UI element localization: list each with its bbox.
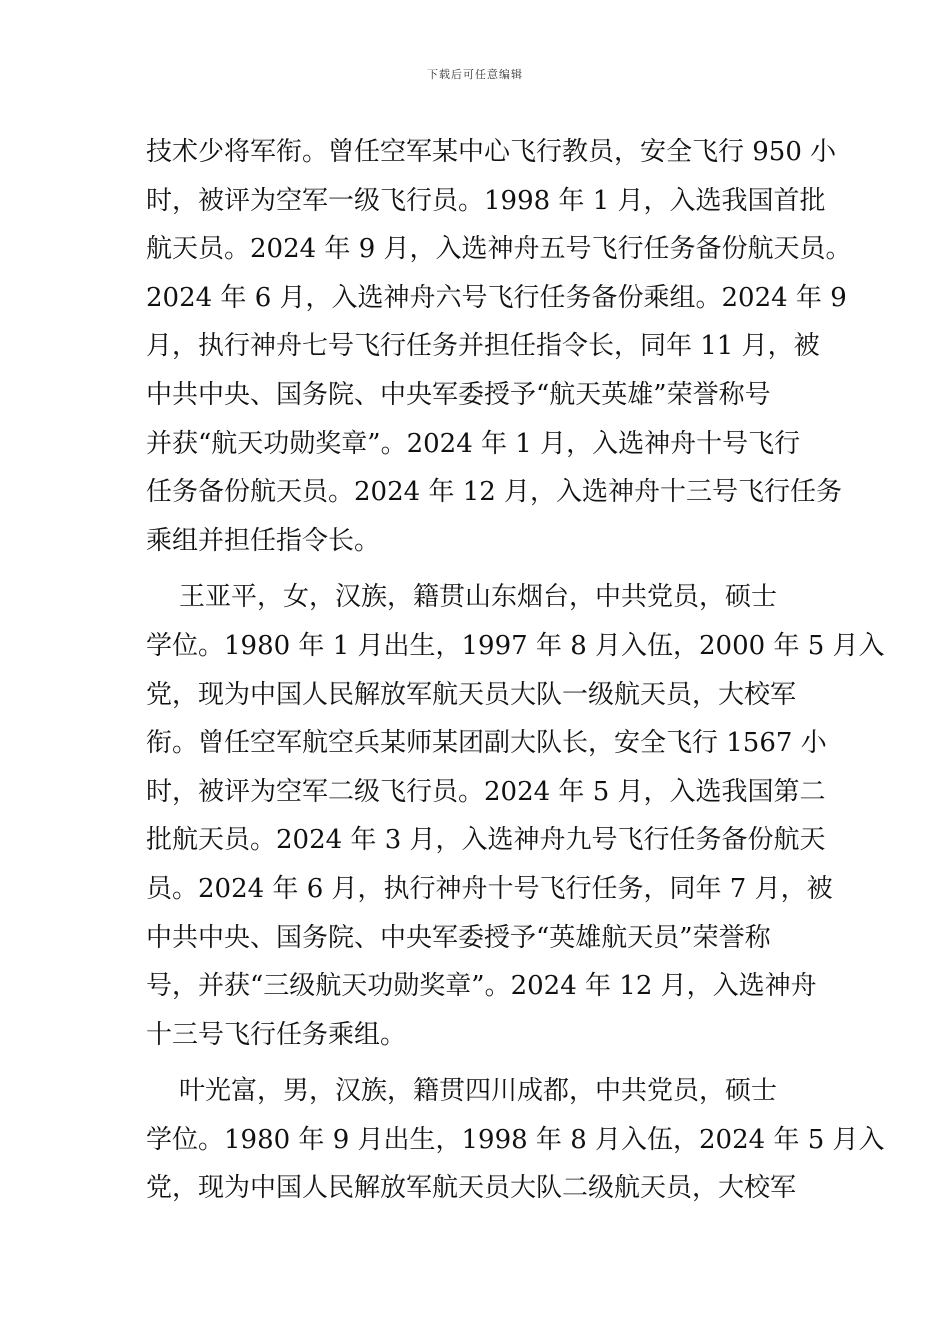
paragraph-ye-guangfu <box>146 1067 885 1213</box>
text-line: 衔。曾任空军航空兵某师某团副大队长，安全飞行 1567 小 <box>146 728 827 759</box>
text-line: 党，现为中国人民解放军航天员大队一级航天员，大校军 <box>146 679 797 710</box>
text-line: 十三号飞行任务乘组。 <box>146 1019 407 1050</box>
text-line: 学位。1980 年 9 月出生，1998 年 8 月入伍，2024 年 5 月入 <box>146 1124 885 1155</box>
text-line: 学位。1980 年 1 月出生，1997 年 8 月入伍，2000 年 5 月入 <box>146 630 885 661</box>
text-line: 号，并获“三级航天功勋奖章”。2024 年 12 月，入选神舟 <box>146 971 817 1002</box>
text-line: 并获“航天功勋奖章”。2024 年 1 月，入选神舟十号飞行 <box>146 428 801 459</box>
paragraph-gap <box>146 1059 836 1067</box>
text-line: 2024 年 6 月，入选神舟六号飞行任务备份乘组。2024 年 9 <box>146 282 847 313</box>
text-line: 乘组并担任指令长。 <box>146 525 381 556</box>
page-header-note: 下载后可任意编辑 <box>427 68 523 81</box>
text-line: 任务备份航天员。2024 年 12 月，入选神舟十三号飞行任务 <box>146 477 843 508</box>
text-line: 王亚平，女，汉族，籍贯山东烟台，中共党员，硕士 <box>146 582 778 613</box>
text-line: 中共中央、国务院、中央军委授予“英雄航天员”荣誉称 <box>146 922 771 953</box>
text-line: 批航天员。2024 年 3 月，入选神舟九号飞行任务备份航天 <box>146 825 826 856</box>
text-line: 中共中央、国务院、中央军委授予“航天英雄”荣誉称号 <box>146 379 771 410</box>
paragraph-yang-liwei <box>146 128 852 565</box>
text-line: 党，现为中国人民解放军航天员大队二级航天员，大校军 <box>146 1173 797 1204</box>
document-body <box>146 128 885 1213</box>
paragraph-gap <box>146 565 836 573</box>
text-line: 叶光富，男，汉族，籍贯四川成都，中共党员，硕士 <box>146 1076 778 1107</box>
paragraph-wang-yaping <box>146 573 885 1059</box>
text-line: 月，执行神舟七号飞行任务并担任指令长，同年 11 月，被 <box>146 331 820 362</box>
text-line: 员。2024 年 6 月，执行神舟十号飞行任务，同年 7 月，被 <box>146 873 833 904</box>
text-line: 时，被评为空军一级飞行员。1998 年 1 月，入选我国首批 <box>146 185 826 216</box>
text-line: 航天员。2024 年 9 月，入选神舟五号飞行任务备份航天员。 <box>146 234 852 265</box>
text-line: 时，被评为空军二级飞行员。2024 年 5 月，入选我国第二 <box>146 776 826 807</box>
text-line: 技术少将军衔。曾任空军某中心飞行教员，安全飞行 950 小 <box>146 137 837 167</box>
